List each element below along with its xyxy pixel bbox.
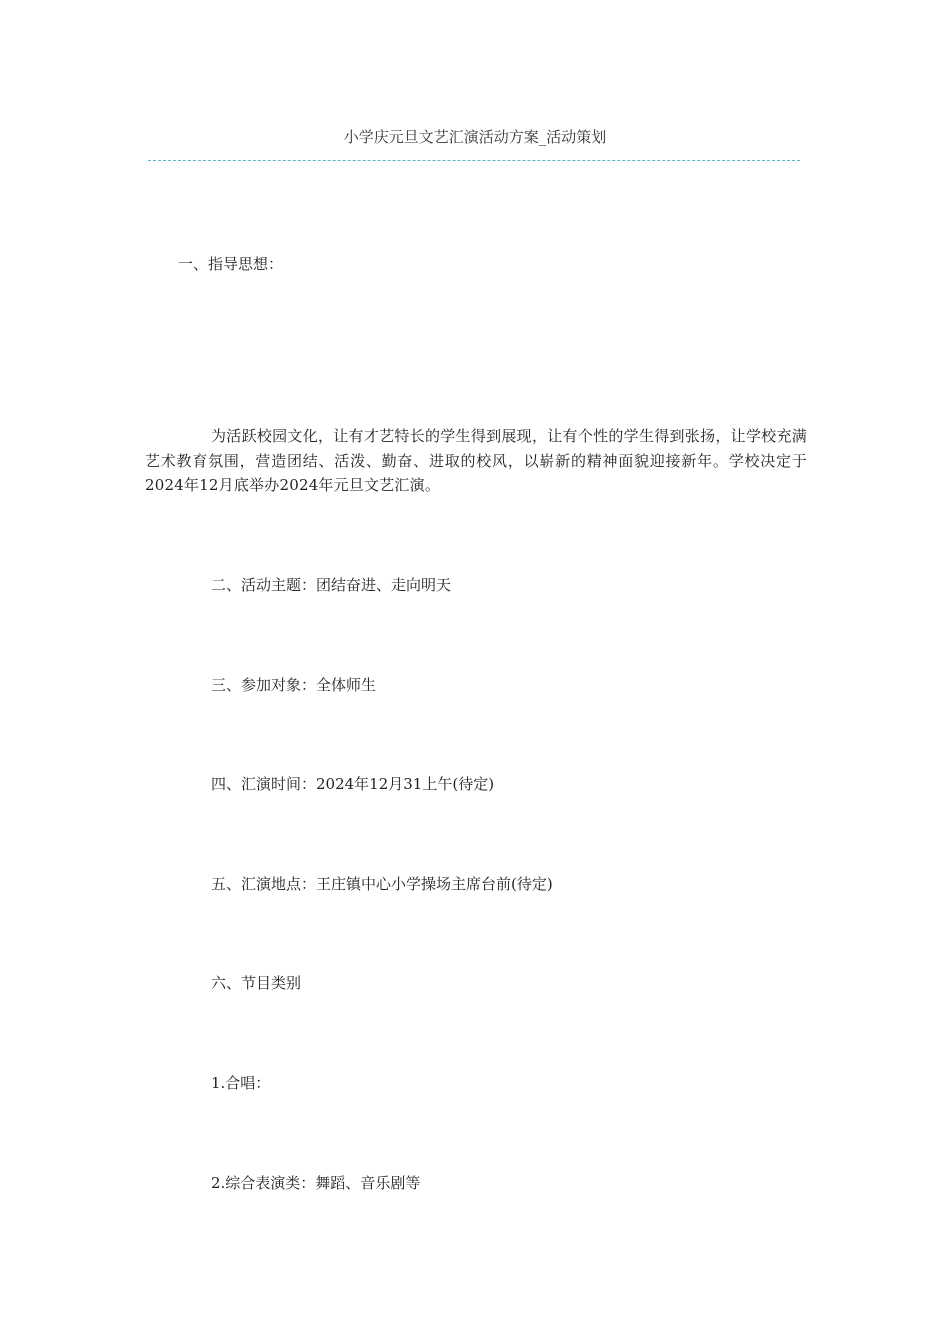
section-5-location: 五、汇演地点：王庄镇中心小学操场主席台前(待定) [211, 875, 553, 893]
document-title: 小学庆元旦文艺汇演活动方案_活动策划 [343, 128, 607, 146]
category-item-1: 1.合唱： [211, 1074, 271, 1092]
title-dashed-rule [148, 160, 800, 161]
section-2-theme: 二、活动主题：团结奋进、走向明天 [211, 576, 452, 594]
section-3-participants: 三、参加对象：全体师生 [211, 676, 377, 694]
section-1-paragraph: 为活跃校园文化，让有才艺特长的学生得到展现，让有个性的学生得到张扬，让学校充满艺术教育氛围，营造团结、活泼、勤奋、进取的校风，以崭新的精神面貌迎接新年。学校决定于2024年12月底举办2024年元旦文艺汇演。 [145, 427, 807, 494]
section-6-categories: 六、节目类别 [211, 974, 302, 992]
category-item-2: 2.综合表演类：舞蹈、音乐剧等 [211, 1174, 421, 1192]
section-4-time: 四、汇演时间：2024年12月31上午(待定) [211, 775, 495, 793]
section-1-heading: 一、指导思想： [178, 255, 284, 273]
